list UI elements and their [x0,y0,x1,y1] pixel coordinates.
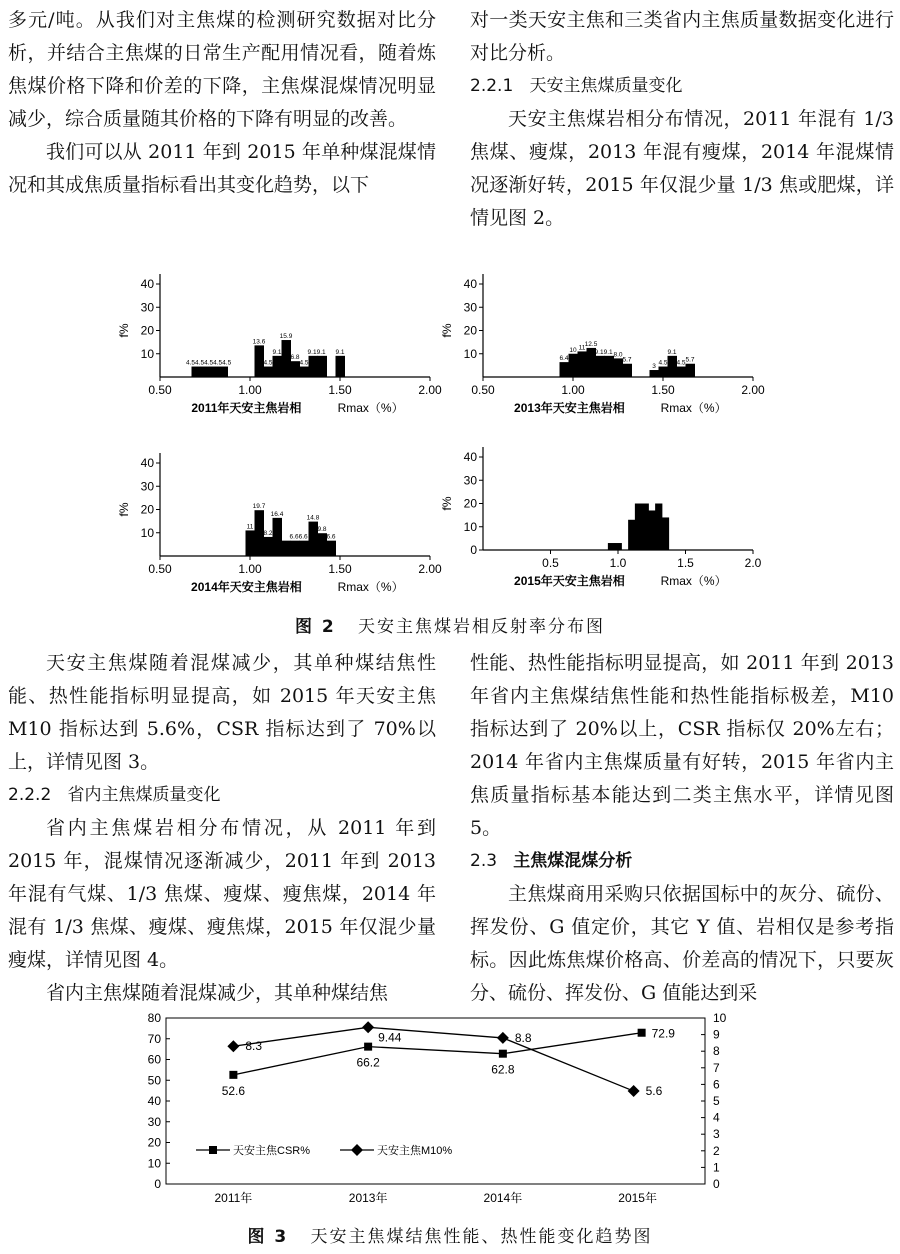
histogram-bar [291,541,301,556]
right-y-tick-label: 6 [713,1077,720,1092]
x-tick-label: 1.5 [677,556,694,570]
csr-data-label: 66.2 [356,1055,380,1070]
x-tick-label: 1.00 [561,383,585,397]
legend-csr-label: 天安主焦CSR% [233,1145,311,1157]
m10-data-label: 5.6 [645,1084,663,1099]
histogram-bar [219,367,229,377]
x-axis-unit: Rmax（%） [660,574,727,588]
histogram-bar [318,356,328,377]
bar-data-label: 9.1 [272,348,282,356]
histogram-bar [615,543,622,550]
histogram-bar [677,367,687,377]
section-heading: 2.2.1 天安主焦煤质量变化 [470,76,683,96]
right-y-tick-label: 2 [713,1143,720,1158]
right-y-tick-label: 1 [713,1160,720,1175]
histogram-bar [686,364,696,377]
x-tick-label: 1.0 [609,556,627,570]
csr-data-label: 72.9 [651,1026,675,1041]
csr-point [364,1043,372,1051]
histogram-bar [300,541,310,556]
m10-point [497,1032,509,1044]
x-tick-label: 1.50 [651,383,675,397]
figure-3-caption: 图 3 天安主焦煤结焦性能、热性能变化趋势图 [247,1227,653,1247]
paragraph: 对一类天安主焦和三类省内主焦质量数据变化进行对比分析。 [470,9,894,64]
left-y-tick-label: 80 [147,1011,161,1025]
y-axis-label: f% [117,502,131,517]
left-y-tick-label: 70 [147,1031,161,1046]
bar-data-label: 6.6 [326,533,336,541]
m10-data-label: 8.3 [245,1039,263,1054]
histogram-bar [628,520,635,550]
histogram-bar [273,356,283,377]
m10-point [362,1021,374,1033]
left-y-tick-label: 40 [147,1094,161,1108]
x-axis-unit: Rmax（%） [337,401,404,415]
right-y-tick-label: 10 [713,1011,727,1025]
m10-data-label: 8.8 [514,1030,532,1045]
histogram-bar [327,541,337,556]
y-tick-label: 40 [140,277,154,291]
y-tick-label: 10 [463,519,477,534]
x-tick-label: 1.50 [328,383,352,397]
paragraph: 多元/吨。从我们对主焦煤的检测研究数据对比分析，并结合主焦煤的日常生产配用情况看，随着炼焦煤价格下降和价差的下降，主焦煤混煤情况明显减少，综合质量随其价格的下降有明显的改善。 [8,9,436,130]
bar-data-label: 9.8 [317,526,327,534]
histogram-bar [560,362,570,377]
m10-point [628,1085,640,1097]
x-tick-label: 2.00 [418,383,442,397]
y-tick-label: 20 [140,502,154,517]
histogram-panel [440,274,765,415]
x-tick-label: 1.50 [328,562,352,576]
histogram-bar [282,541,292,556]
top-left-column [8,4,436,202]
x-tick-label: 0.5 [542,556,559,570]
paragraph: 天安主焦煤岩相分布情况，2011 年混有 1/3 焦煤、瘦煤，2013 年混有瘦煤，2014 年混煤情况逐渐好转，2015 年仅混少量 1/3 焦或肥煤，详情见图 2。 [470,108,894,229]
histogram-bar [264,537,274,556]
paragraph: 省内主焦煤随着混煤减少，其单种煤结焦 [46,982,389,1004]
right-y-tick-label: 4 [713,1110,720,1125]
histogram-bar [300,367,310,377]
histogram-bar [273,518,283,556]
bar-data-label: 14.8 [306,514,320,522]
y-tick-label: 40 [463,277,477,291]
left-y-tick-label: 0 [154,1177,161,1191]
bar-data-label: 4.5 [263,359,273,367]
bar-data-label: 6.8 [290,354,300,362]
legend-csr-marker [209,1146,217,1154]
histogram-bar [246,530,256,556]
histogram-bar [623,364,633,377]
bar-data-label: 16.4 [270,510,284,518]
x-axis-label: 2015年天安主焦岩相 [514,574,625,588]
bar-data-label: 6.66.6 [289,533,308,541]
histogram-bar [309,356,319,377]
histogram-bar [569,354,579,377]
bar-data-label: 9.1 [667,348,677,356]
bar-data-label: 10 [569,346,577,354]
y-tick-label: 20 [463,323,477,338]
mid-right-column [470,647,894,1010]
histogram-bar [336,356,346,377]
m10-point [227,1040,239,1052]
y-tick-label: 20 [140,323,154,338]
x-tick-label: 2.0 [744,556,762,570]
section-heading: 2.3 主焦煤混煤分析 [470,851,633,871]
bar-data-label: 9.19.1 [307,348,326,356]
histogram-bar [578,351,588,377]
y-tick-label: 20 [463,496,477,511]
histogram-bar [662,517,669,550]
right-y-tick-label: 9 [713,1027,720,1042]
y-tick-label: 30 [140,479,154,494]
bar-data-label: 4.5 [676,359,686,367]
histogram-bar [648,510,655,550]
y-axis-label: f% [440,496,454,511]
x-tick-label: 2.00 [418,562,442,576]
csr-point [229,1071,237,1079]
bar-data-label: 8.2 [263,529,273,537]
x-tick-label: 2011年 [214,1191,253,1205]
histogram-bar [655,504,662,551]
histogram-bar [659,367,669,377]
m10-series-line [233,1027,633,1091]
y-tick-label: 30 [140,300,154,315]
y-tick-label: 30 [463,300,477,315]
y-tick-label: 40 [463,450,477,464]
histogram-panel [440,447,762,588]
paragraph: 天安主焦煤随着混煤减少，其单种煤结焦性能、热性能指标明显提高，如 2015 年天安主焦 M10 指标达到 5.6%，CSR 指标达到了 70%以上，详情见图 3。 [8,652,436,773]
right-y-tick-label: 8 [713,1044,720,1059]
figure-3-line-chart [0,1008,900,1218]
bar-data-label: 8.0 [613,351,623,359]
right-y-tick-label: 3 [713,1127,720,1142]
x-tick-label: 2013年 [348,1191,388,1205]
x-axis-unit: Rmax（%） [337,580,404,594]
x-tick-label: 0.50 [471,383,495,397]
x-tick-label: 0.50 [148,383,172,397]
paragraph: 省内主焦煤岩相分布情况，从 2011 年到 2015 年，混煤情况逐渐减少，2011 年到 2013 年混有气煤、1/3 焦煤、瘦煤、瘦焦煤，2014 年混有 1/3 焦煤、瘦煤、瘦焦煤，2015 年仅混少量瘦煤，详情见图 4。 [8,817,436,971]
legend-m10-label: 天安主焦M10% [377,1145,453,1157]
csr-point [499,1050,507,1058]
bar-data-label: 3 [652,363,656,371]
histogram-bar [635,504,642,551]
paragraph: 主焦煤商用采购只依据国标中的灰分、硫份、挥发份、G 值定价，其它 Y 值、岩相仅是参考指标。因此炼焦煤价格高、价差高的情况下，只要灰分、硫份、挥发份、G 值能达到采 [470,883,894,1004]
histogram-bar [201,367,211,377]
histogram-panel [117,453,442,594]
bar-data-label: 19.7 [252,503,266,511]
y-tick-label: 10 [140,525,154,540]
histogram-bar [596,356,606,377]
histogram-panel [117,274,442,415]
left-y-tick-label: 60 [147,1052,161,1067]
csr-data-label: 62.8 [491,1062,515,1077]
section-heading: 2.2.2 省内主焦煤质量变化 [8,785,221,805]
y-axis-label: f% [117,323,131,338]
top-right-column [470,4,894,235]
csr-data-label: 52.6 [221,1083,246,1098]
histogram-bar [650,370,660,377]
x-tick-label: 0.50 [148,562,172,576]
left-y-tick-label: 50 [147,1073,161,1088]
x-tick-label: 1.00 [238,562,262,576]
bar-data-label: 6.4 [559,355,569,363]
bar-data-label: 9.19.1 [594,348,613,356]
bar-data-label: 4.5 [658,359,668,367]
y-tick-label: 10 [463,346,477,361]
y-tick-label: 40 [140,456,154,470]
x-axis-label: 2011年天安主焦岩相 [191,401,302,415]
left-y-tick-label: 10 [147,1156,161,1171]
paragraph: 我们可以从 2011 年到 2015 年单种煤混煤情况和其成焦质量指标看出其变化趋势，以下 [8,141,436,196]
histogram-bar [210,367,220,377]
bar-data-label: 5.7 [622,356,632,364]
figure-2-histograms [0,230,900,610]
bar-data-label: 12.5 [584,340,598,348]
histogram-bar [605,356,615,377]
y-axis-label: f% [440,323,454,338]
right-y-tick-label: 5 [713,1094,720,1108]
mid-left-column [8,647,436,1010]
legend-m10-marker [351,1144,363,1156]
histogram-bar [192,367,202,377]
y-tick-label: 0 [470,543,477,557]
csr-point [638,1029,646,1037]
x-axis-unit: Rmax（%） [660,401,727,415]
bar-data-label: 11 [578,344,586,352]
x-tick-label: 2.00 [741,383,765,397]
histogram-bar [642,504,649,551]
x-tick-label: 2014年 [483,1191,523,1205]
bar-data-label: 5.7 [685,356,695,364]
x-axis-label: 2014年天安主焦岩相 [191,580,302,594]
m10-data-label: 9.44 [378,1030,402,1045]
x-tick-label: 1.00 [238,383,262,397]
paragraph: 性能、热性能指标明显提高，如 2011 年到 2013 年省内主焦煤结焦性能和热性能指标极差，M10 指标达到了 20%以上，CSR 指标仅 20%左右；2014 年省内主焦煤质量有好转，2015 年省内主焦质量指标基本能达到二类主焦水平，详情见图 5。 [470,652,894,839]
right-y-tick-label: 7 [713,1060,720,1075]
x-axis-label: 2013年天安主焦岩相 [514,401,625,415]
bar-data-label: 4.54.54.54.54.5 [186,359,232,367]
y-tick-label: 30 [463,473,477,488]
bar-data-label: 13.6 [252,338,266,346]
histogram-bar [264,367,274,377]
figure-2-caption: 图 2 天安主焦煤岩相反射率分布图 [295,617,605,637]
bar-data-label: 4.5 [299,359,309,367]
csr-series-line [233,1030,641,1075]
histogram-bar [608,543,615,550]
bar-data-label: 11 [246,523,254,531]
left-y-tick-label: 20 [147,1135,161,1150]
y-tick-label: 10 [140,346,154,361]
left-y-tick-label: 30 [147,1114,161,1129]
bar-data-label: 9.1 [335,348,345,356]
right-y-tick-label: 0 [713,1177,720,1191]
x-tick-label: 2015年 [618,1191,657,1205]
bar-data-label: 15.9 [279,333,293,341]
